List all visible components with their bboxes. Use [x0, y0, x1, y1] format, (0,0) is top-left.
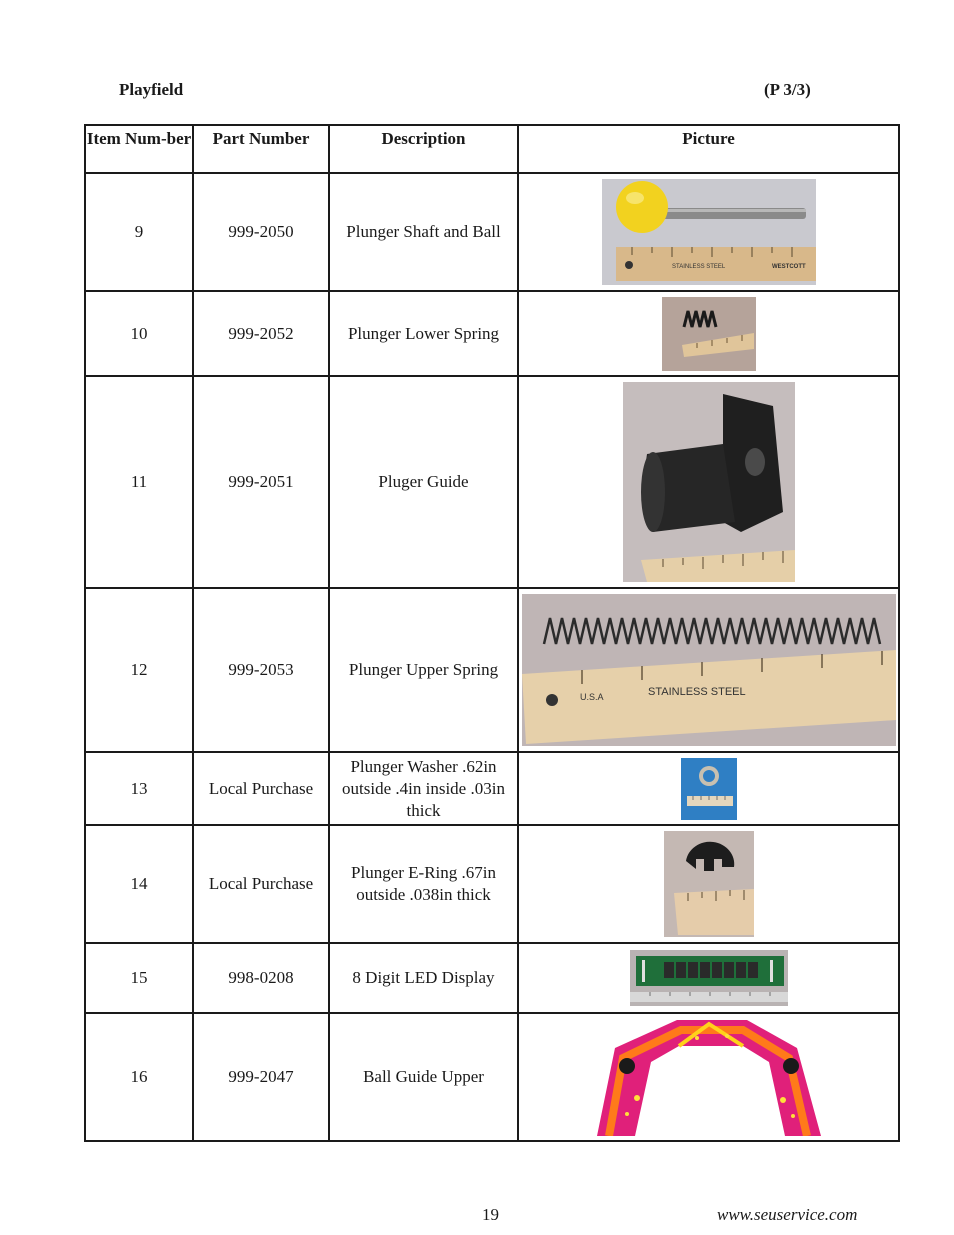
plunger-guide-photo [623, 382, 795, 582]
description-cell: Plunger Upper Spring [329, 588, 518, 752]
website-url: www.seuservice.com [717, 1205, 858, 1224]
part-number-cell: 998-0208 [193, 943, 329, 1013]
item-number-cell: 15 [85, 943, 193, 1013]
section-title: Playfield [119, 80, 184, 99]
description-cell: 8 Digit LED Display [329, 943, 518, 1013]
ruler-steel-label: STAINLESS STEEL [671, 264, 725, 270]
ruler-usa-label: U.S.A [579, 692, 604, 702]
picture-cell [518, 173, 899, 291]
header-part-number: Part Number [193, 125, 329, 173]
table-row [85, 173, 899, 291]
description-cell: Plunger E-Ring .67in outside .038in thick [329, 825, 518, 943]
led-display-photo [630, 950, 788, 1006]
header-item-number: Item Num-ber [85, 125, 193, 173]
plunger-shaft-ball-photo [602, 179, 816, 285]
item-number-cell: 12 [85, 588, 193, 752]
table-row [85, 943, 899, 1013]
part-number-cell: Local Purchase [193, 752, 329, 825]
parts-table [84, 124, 900, 1142]
plunger-e-ring-photo [664, 831, 754, 937]
picture-cell [518, 825, 899, 943]
item-number-cell: 11 [85, 376, 193, 588]
table-row [85, 588, 899, 752]
table-row [85, 291, 899, 376]
picture-cell [518, 588, 899, 752]
item-number-cell: 16 [85, 1013, 193, 1141]
ball-guide-upper-photo [597, 1018, 821, 1136]
part-number-cell: 999-2050 [193, 173, 329, 291]
picture-cell [518, 376, 899, 588]
ruler-steel-label: STAINLESS STEEL [647, 686, 746, 698]
description-cell: Pluger Guide [329, 376, 518, 588]
page-number: 19 [482, 1205, 499, 1224]
header-picture: Picture [518, 125, 899, 173]
ruler-brand-label: WESTCOTT [771, 264, 806, 270]
part-number-cell: 999-2051 [193, 376, 329, 588]
part-number-cell: 999-2052 [193, 291, 329, 376]
picture-cell [518, 752, 899, 825]
upper-spring-photo [522, 594, 896, 746]
item-number-cell: 9 [85, 173, 193, 291]
picture-cell [518, 1013, 899, 1141]
picture-cell [518, 291, 899, 376]
item-number-cell: 14 [85, 825, 193, 943]
lower-spring-photo [662, 297, 756, 371]
part-number-cell: Local Purchase [193, 825, 329, 943]
item-number-cell: 10 [85, 291, 193, 376]
picture-cell [518, 943, 899, 1013]
header-description: Description [329, 125, 518, 173]
table-row [85, 752, 899, 825]
table-row [85, 376, 899, 588]
description-cell: Plunger Shaft and Ball [329, 173, 518, 291]
part-number-cell: 999-2047 [193, 1013, 329, 1141]
description-cell: Ball Guide Upper [329, 1013, 518, 1141]
description-cell: Plunger Washer .62in outside .4in inside .03in thick [329, 752, 518, 825]
item-number-cell: 13 [85, 752, 193, 825]
plunger-washer-photo [681, 758, 737, 820]
table-row [85, 1013, 899, 1141]
page-label: (P 3/3) [764, 80, 811, 99]
table-header-row [85, 125, 899, 173]
description-cell: Plunger Lower Spring [329, 291, 518, 376]
table-row [85, 825, 899, 943]
part-number-cell: 999-2053 [193, 588, 329, 752]
